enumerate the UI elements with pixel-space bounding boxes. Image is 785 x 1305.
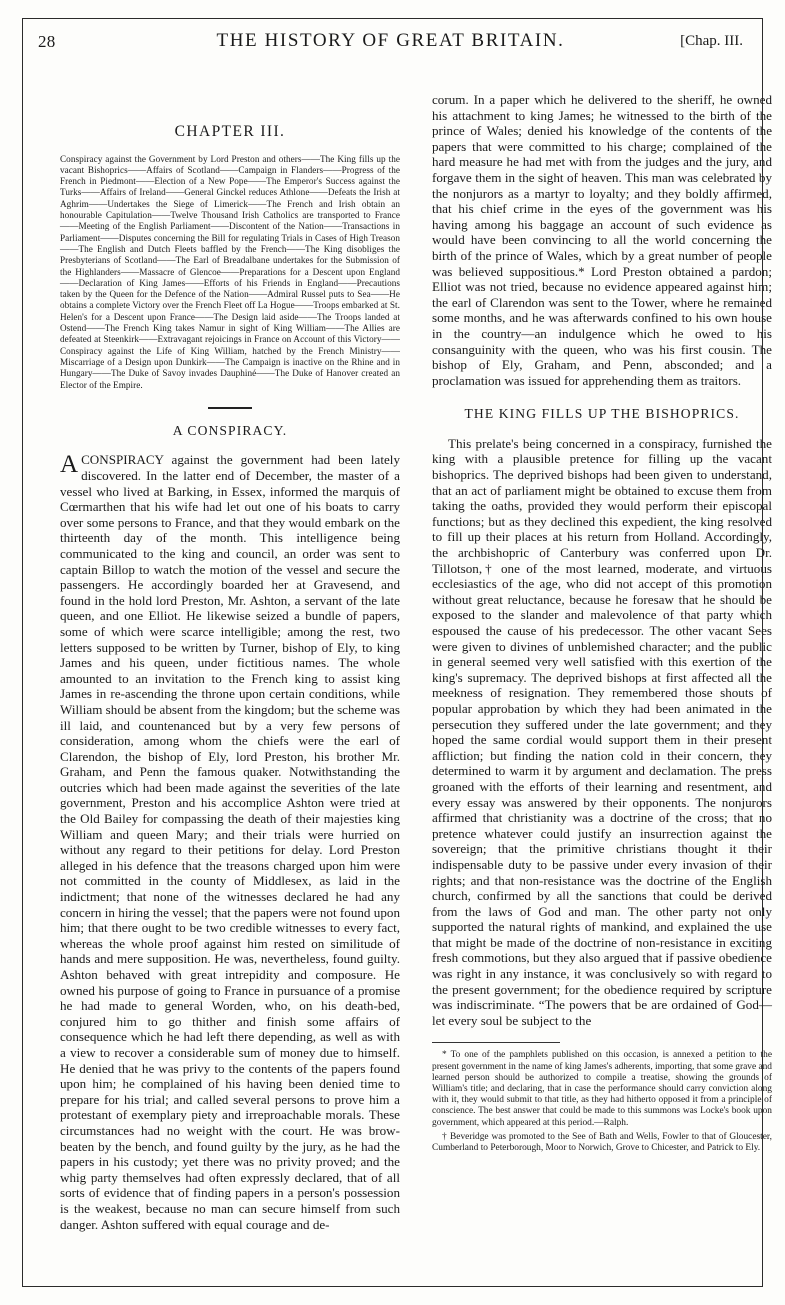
left-column [60, 92, 400, 1232]
page-content [30, 26, 772, 1278]
chapter-argument: Conspiracy against the Government by Lord Preston and others——The King fills up the vacant Bishoprics——Affairs of Scotland——Campaign in Flanders——Progress of the French in Piedmont——Election of a New Pope——The Emperor's Success against the Turks——Affairs of Ireland——General Ginckel reduces Athlone——Defeats the Irish at Aghrim——Undertakes the Siege of Limerick——The French and Irish obtain an honourable Capitulation——Twelve Thousand Irish Catholics are transported to France——Meeting of the English Parliament——Discontent of the Nation——Transactions in Parliament——Disputes concerning the Bill for regulating Trials in Cases of High Treason——The English and Dutch Fleets baffled by the French——The King disobliges the Presbyterians of Scotland——The Earl of Breadalbane undertakes for the Submission of the Highlanders——Massacre of Glencoe——Preparations for a Descent upon England——Declaration of King James——Efforts of his Friends in England——Precautions taken by the Queen for the Defence of the Nation——Admiral Russel puts to Sea——He obtains a complete Victory over the French Fleet off La Hogue——Troops embarked at St. Helen's for a Descent upon France——The Design laid aside——The Troops landed at Ostend——The French King takes Namur in sight of King William——The Allies are defeated at Steenkirk——Extravagant rejoicings in France on Account of this Victory——Conspiracy against the Life of King William, hatched by the French Ministry——Miscarriage of a Design upon Dunkirk——The Campaign is inactive on the Rhine and in Hungary——The Duke of Savoy invades Dauphiné——The Duke of Hanover created an Elector of the Empire. [60, 153, 400, 390]
chapter-heading: CHAPTER III. [174, 123, 286, 140]
footnote-asterisk: * To one of the pamphlets published on this occasion, is annexed a petition to the present government in the name of king James's adherents, importing, that some grave and learned person should be authorized to compile a treatise, showing the grounds of William's title; and declaring, that in case the performance should carry conviction along with it, they would submit to that title, as they had hitherto opposed it from a principle of conscience. The best answer that could be made to this summons was Locke's book upon government, which appeared at this period.—Ralph. [432, 1050, 772, 1128]
ornamental-rule [208, 407, 252, 409]
drop-cap: A [60, 451, 79, 479]
paragraph-continuation: corum. In a paper which he delivered to the sheriff, he owned his attachment to king James; he witnessed to the birth of the prince of Wales; denied his knowledge of the contents of the papers that were committed to his charge; complained of the hard measure he had met with from the judges and the jury, and forgave them in the sight of heaven. This man was celebrated by the nonjurors as a martyr to loyalty; and they boldly affirmed, that his chief crime in the eyes of the government was his having among his baggage an account of such evidence as would have been convincing to all the world concerning the birth of the prince of Wales, which by a great number of people was believed suppositious.* Lord Preston obtained a pardon; Elliot was not tried, because no evidence appeared against him; the earl of Clarendon was sent to the Tower, where he remained some months, and he was afterwards confined to his own house in the country—an indulgence which he owed to his consanguinity with the queen, who was his first cousin. The bishop of Ely, Graham, and Penn, absconded; and a proclamation was issued for apprehending them as traitors. [432, 92, 772, 388]
footnote-separator [432, 1042, 560, 1043]
running-head [38, 26, 743, 60]
two-column-body [60, 92, 772, 1282]
paragraph-text: CONSPIRACY against the government had been lately discovered. In the latter end of December, the master of a vessel who lived at Barking, in Essex, informed the marquis of Cœrmarthen that his wife had let out one of his boats to carry over some persons to France, and that they would embark on the thirteenth day of the month. This intelligence being communicated to the king and council, an order was sent to captain Billop to watch the motion of the vessel and secure the passengers. He accordingly boarded her at Gravesend, and found in the hold lord Preston, Mr. Ashton, a servant of the late queen, and one Elliot. He likewise seized a bundle of papers, some of which were scarce intelligible; among the rest, two letters supposed to be written by Turner, bishop of Ely, to king James and his queen, under fictitious names. The whole amounted to an invitation to the French king to assist king James in re-ascending the throne upon certain conditions, while William should be absent from the kingdom; but the scheme was ill laid, and countenanced but by a very few persons of consideration, among whom the chiefs were the earl of Clarendon, the bishop of Ely, lord Preston, his brother Mr. Graham, and Penn the famous quaker. Notwithstanding the outcries which had been made against the severities of the late government, Preston and his accomplice Ashton were tried at the Old Bailey for compassing the death of their majesties king William and queen Mary; and their trials were hurried on without any regard to their petitions for delay. Lord Preston alleged in his defence that the treasons charged upon him were not committed in the county of Middlesex, as laid in the indictment; that none of the witnesses declared he had any concern in hiring the vessel; that the papers were not found upon him; that there ought to be two credible witnesses to every fact, whereas the whole proof against him rested on similitude of hands and mere supposition. He was, nevertheless, found guilty. Ashton behaved with great intrepidity and composure. He owned his purpose of going to France in pursuance of a promise he had made to general Worden, who, on his death-bed, conjured him to go thither and finish some affairs of consequence which he had left there depending, as well as with a view to recover a considerable sum of money due to himself. He denied that he was privy to the contents of the papers found upon him; he complained of his having been denied time to prepare for his trial; and called several persons to prove him a protestant of exemplary piety and irreproachable morals. These circumstances had no weight with the court. He was brow-beaten by the bench, and found guilty by the jury, as he had the papers in his custody; yet there was no privity proved; and the whig party themselves had often expressly declared, that of all sorts of evidence that of finding papers in a person's possession is the weakest, because no man can secure himself from such danger. Ashton suffered with equal courage and de- [60, 452, 400, 1232]
page-number: 28 [38, 32, 56, 51]
paragraph-conspiracy [60, 452, 400, 1232]
chapter-marker: [Chap. III. [680, 33, 743, 49]
footnote-dagger: † Beveridge was promoted to the See of Bath and Wells, Fowler to that of Gloucester, Cumberland to Peterborough, Moor to Norwich, Grove to Chicester, and Patrick to Ely. [432, 1131, 772, 1154]
right-column [432, 92, 772, 1157]
section-heading-conspiracy: A CONSPIRACY. [172, 422, 288, 438]
section-heading-bishoprics: THE KING FILLS UP THE BISHOPRICS. [464, 406, 740, 422]
paragraph-bishoprics: This prelate's being concerned in a conspiracy, furnished the king with a plausible pretence for filling up the vacant bishoprics. The deprived bishops had been given to understand, that an act of parliament might be obtained to excuse them from taking the oaths, provided they would perform their episcopal functions; but as they declined this expedient, the king resolved to fill up their places at his return from Holland. Accordingly, the archbishopric of Canterbury was conferred upon Dr. Tillotson,† one of the most learned, moderate, and virtuous ecclesiastics of the age, who did not accept of this promotion without great reluctance, because he foresaw that he should be exposed to the slander and malevolence of that party which espoused the cause of his predecessor. The other vacant Sees were given to divines of unblemished character; and the public in general seemed very well satisfied with this exertion of the king's supremacy. The deprived bishops at first affected all the meekness of resignation. They remembered those shouts of popular approbation by which they had been animated in the persecution they suffered under the late government; and they hoped the same cordial would support them in their present affliction; but finding the nation cold in their concern, they determined to warm it by argument and declamation. The press groaned with the efforts of their learning and resentment, and every essay was answered by their opponents. The nonjurors affirmed that christianity was a doctrine of the cross; that no pretence whatever could justify an insurrection against the sovereign; that the primitive christians thought it their indispensable duty to be passive under every invasion of their rights; and that non-resistance was the doctrine of the English church, confirmed by all the sanctions that could be derived from the laws of God and man. The other party not only supported the natural rights of mankind, and explained the use that might be made of the doctrine of non-resistance in exciting fresh commotions, but they also argued that if passive obedience was right in any instance, it was conclusively so with regard to the present government; for the obedience required by scripture was indiscriminate. “The powers that be are ordained of God—let every soul be subject to the [432, 435, 772, 1028]
running-title: THE HISTORY OF GREAT BRITAIN. [216, 30, 565, 51]
